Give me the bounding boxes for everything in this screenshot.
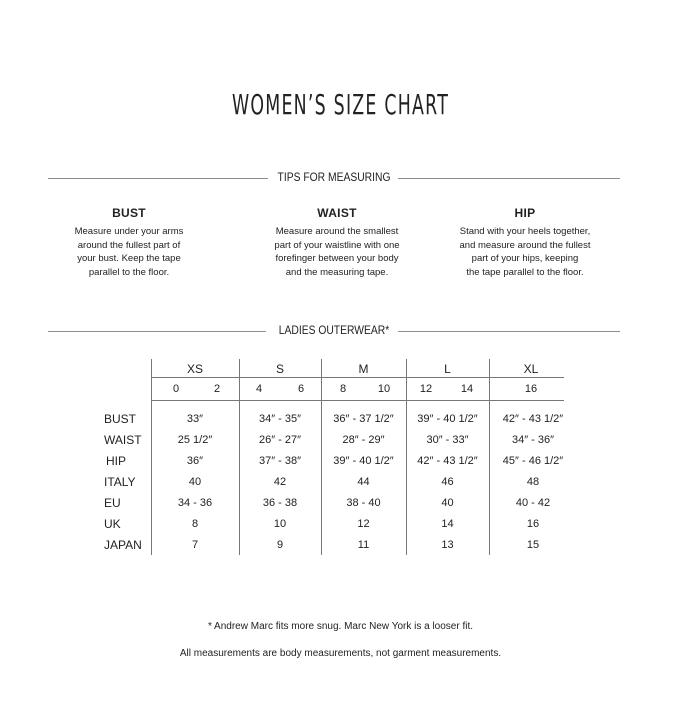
table-cell: 38 - 40 (346, 497, 381, 509)
size-number: 10 (377, 383, 391, 395)
row-label: WAIST (104, 433, 142, 447)
table-cell: 11 (357, 539, 370, 551)
table-cell: 45″ - 46 1/2″ (502, 455, 564, 467)
tip-line: Measure under your arms (74, 226, 184, 237)
size-number: 16 (524, 383, 538, 395)
table-cell: 44 (357, 476, 370, 488)
tip-line: and the measuring tape. (285, 266, 389, 278)
table-cell: 46 (441, 476, 454, 488)
tips-heading: TIPS FOR MEASURING (277, 170, 391, 184)
table-header-divider (151, 377, 564, 378)
size-header: L (444, 362, 451, 376)
size-header: XS (186, 362, 203, 376)
table-cell: 42″ - 43 1/2″ (502, 413, 564, 425)
size-header: S (275, 362, 284, 376)
size-number: 8 (339, 383, 347, 395)
table-cell: 39″ - 40 1/2″ (417, 413, 478, 425)
tip-line: your bust. Keep the tape (77, 253, 181, 264)
row-label: UK (104, 517, 121, 531)
measurement-note: All measurements are body measurements, not garment measurements. (179, 648, 502, 659)
size-header: XL (523, 362, 539, 376)
table-cell: 28″ - 29″ (342, 434, 385, 446)
table-cell: 40 - 42 (515, 497, 551, 509)
size-number: 4 (255, 383, 263, 395)
tip-line: Stand with your heels together, (459, 226, 591, 237)
size-header: M (358, 362, 369, 376)
tip-line: part of your waistline with one (274, 239, 400, 251)
table-cell: 25 1/2″ (177, 434, 213, 446)
table-cell: 14 (441, 518, 454, 530)
table-header-divider (151, 400, 564, 401)
table-cell: 40 (188, 476, 202, 488)
row-label: JAPAN (104, 538, 142, 552)
tip-line: forefinger between your body (275, 253, 399, 264)
table-cell: 36 - 38 (262, 497, 298, 509)
size-number: 6 (297, 383, 305, 395)
page-title: WOMEN’S SIZE CHART (231, 88, 450, 121)
tip-bust (44, 206, 214, 279)
table-cell: 26″ - 27″ (258, 434, 302, 446)
row-label: ITALY (104, 475, 136, 489)
footnote: * Andrew Marc fits more snug. Marc New York is a looser fit. (207, 621, 474, 632)
table-cell: 15 (526, 539, 540, 551)
divider (398, 331, 620, 332)
table-cell: 48 (526, 476, 540, 488)
tip-text (440, 225, 610, 279)
tip-line: around the fullest part of (77, 239, 181, 251)
size-number: 0 (172, 383, 180, 395)
tips-section-header (48, 170, 620, 184)
table-cell: 7 (191, 539, 199, 551)
table-cell: 34″ - 35″ (258, 413, 302, 425)
tip-line: the tape parallel to the floor. (466, 266, 584, 278)
table-cell: 30″ - 33″ (426, 434, 469, 446)
table-cell: 12 (357, 518, 370, 530)
outerwear-heading: LADIES OUTERWEAR* (278, 323, 390, 337)
tip-line: part of your hips, keeping (471, 253, 579, 264)
size-number: 2 (213, 383, 221, 395)
table-cell: 39″ - 40 1/2″ (333, 455, 394, 467)
tip-heading: BUST (112, 206, 146, 220)
table-cell: 9 (276, 539, 284, 551)
table-cell: 13 (441, 539, 454, 551)
table-cell: 33″ (186, 413, 204, 425)
tip-text (44, 225, 214, 279)
table-cell: 8 (191, 518, 199, 530)
table-cell: 34 - 36 (177, 497, 213, 509)
table-cell: 16 (526, 518, 540, 530)
row-label: HIP (106, 454, 127, 468)
tip-hip (440, 206, 610, 279)
table-cell: 36″ - 37 1/2″ (333, 413, 394, 425)
tip-line: Measure around the smallest (275, 226, 399, 237)
table-cell: 10 (273, 518, 287, 530)
size-number: 14 (460, 383, 474, 395)
size-number: 12 (419, 383, 433, 395)
table-cell: 34″ - 36″ (511, 434, 555, 446)
table-cell: 37″ - 38″ (258, 455, 302, 467)
outerwear-section-header (48, 323, 620, 337)
table-cell: 36″ (186, 455, 204, 467)
table-cell: 42″ - 43 1/2″ (417, 455, 478, 467)
table-cell: 40 (441, 497, 454, 509)
tip-line: and measure around the fullest (459, 239, 591, 251)
tip-waist (252, 206, 422, 279)
tip-text (252, 225, 422, 279)
tip-heading: WAIST (317, 206, 357, 220)
tip-line: parallel to the floor. (88, 266, 170, 278)
table-cell: 42 (273, 476, 287, 488)
tip-heading: HIP (514, 206, 536, 220)
divider (398, 178, 620, 179)
row-label: BUST (104, 412, 137, 426)
row-label: EU (104, 496, 121, 510)
